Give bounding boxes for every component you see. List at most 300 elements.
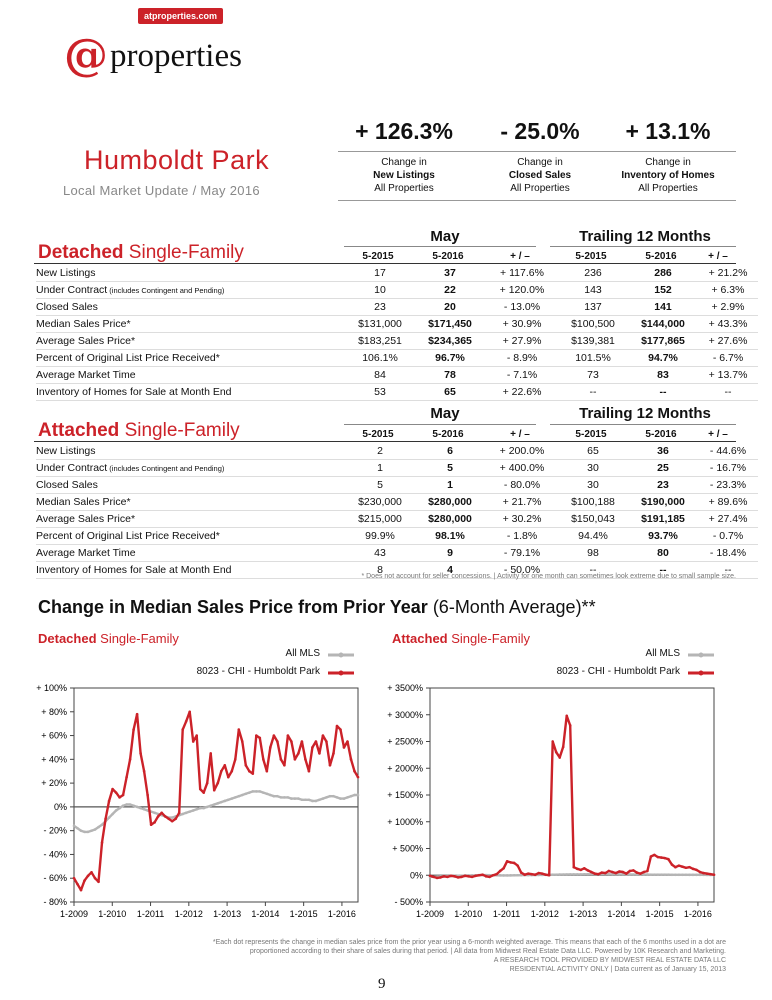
table-cell: 25 (657, 462, 669, 474)
data-point (586, 873, 589, 876)
table-cell: 5 (447, 462, 453, 474)
table-cell: - 16.7% (709, 462, 747, 474)
row-label (36, 350, 346, 367)
y-tick-label: - 80% (43, 897, 67, 907)
data-point (562, 873, 565, 876)
data-point (150, 823, 153, 826)
table-cell: - 6.7% (712, 352, 744, 364)
kpi-value: - 25.0% (500, 118, 580, 144)
data-point (174, 817, 177, 820)
data-point (678, 864, 681, 867)
table-cell: $191,185 (641, 513, 685, 525)
table-cell: 78 (444, 369, 456, 381)
data-point (315, 740, 318, 743)
data-point (283, 796, 286, 799)
data-point (555, 751, 558, 754)
data-point (646, 870, 649, 873)
col-header: + / – (510, 429, 530, 440)
table-cell: -- (589, 386, 597, 398)
kpi-caption-line: All Properties (510, 183, 570, 194)
col-header: 5-2016 (432, 251, 464, 262)
table-cell: 286 (654, 267, 672, 279)
data-point (252, 772, 255, 775)
x-tick-label: 1-2014 (607, 909, 636, 919)
data-point (216, 782, 219, 785)
row-label-text: Average Sales Price* (36, 513, 136, 525)
data-point (136, 806, 139, 809)
table-row (36, 494, 758, 511)
logo-wordmark: properties (110, 37, 242, 74)
data-point (681, 865, 684, 868)
kpi-inventory (608, 118, 728, 145)
data-point (143, 770, 146, 773)
data-point (446, 876, 449, 879)
data-point (657, 856, 660, 859)
data-point (213, 803, 216, 806)
row-label (36, 494, 346, 511)
data-point (273, 795, 276, 798)
data-point (209, 804, 212, 807)
data-point (523, 873, 526, 876)
data-point (287, 796, 290, 799)
table-cell: 17 (374, 267, 386, 279)
logo-at-symbol: @ (64, 30, 108, 81)
table-cell: - 8.9% (506, 352, 538, 364)
data-point (506, 860, 509, 863)
data-point (551, 740, 554, 743)
data-point (332, 752, 335, 755)
data-point (192, 740, 195, 743)
row-label-text: Average Market Time (36, 369, 136, 381)
table-cell: - 0.7% (712, 530, 744, 542)
data-point (269, 794, 272, 797)
data-point (227, 798, 230, 801)
data-point (706, 872, 709, 875)
table-cell: 36 (657, 445, 669, 457)
table-cell: + 43.3% (708, 318, 748, 330)
table-cell: $280,000 (428, 513, 472, 525)
data-point (671, 863, 674, 866)
data-point (202, 791, 205, 794)
data-point (692, 868, 695, 871)
data-point (216, 802, 219, 805)
attached-table (36, 443, 758, 579)
data-point (255, 790, 258, 793)
data-point (167, 817, 170, 820)
table-row (36, 333, 758, 350)
table-cell: 43 (374, 547, 386, 559)
data-point (653, 873, 656, 876)
table-row (36, 367, 758, 384)
table-cell: $131,000 (358, 318, 402, 330)
data-point (83, 879, 86, 882)
data-point (353, 770, 356, 773)
table-row (36, 545, 758, 562)
table-cell: - 50.0% (503, 564, 541, 576)
data-point (171, 816, 174, 819)
row-label-text: Percent of Original List Price Received* (36, 352, 220, 364)
y-tick-label: + 60% (41, 730, 67, 741)
col-header: 5-2016 (645, 251, 677, 262)
table-cell: 1 (377, 462, 383, 474)
table-cell: 96.7% (435, 352, 465, 364)
data-point (713, 873, 716, 876)
table-cell: 23 (657, 479, 669, 491)
data-point (332, 795, 335, 798)
data-point (513, 874, 516, 877)
data-point (576, 873, 579, 876)
data-point (565, 715, 568, 718)
kpi-caption-line: All Properties (638, 183, 698, 194)
note-line: proportioned according to their share of sales during that period. | All data from Midwest Real Estate Data LLC. Powered by 10K Research and Marketing. (249, 948, 726, 955)
table-cell: 1 (447, 479, 453, 491)
row-label (36, 316, 346, 333)
y-tick-label: - 60% (43, 873, 67, 884)
kpi-divider-top (338, 151, 736, 152)
data-point (629, 870, 632, 873)
table-cell: -- (659, 564, 667, 576)
table-row (36, 384, 758, 401)
data-point (301, 740, 304, 743)
data-point (143, 808, 146, 811)
data-point (297, 752, 300, 755)
data-point (101, 823, 104, 826)
data-point (111, 813, 114, 816)
table-cell: + 2.9% (711, 301, 745, 313)
table-cell: 236 (584, 267, 602, 279)
data-point (315, 800, 318, 803)
data-point (108, 800, 111, 803)
data-point (678, 873, 681, 876)
data-point (590, 871, 593, 874)
data-point (255, 734, 258, 737)
x-tick-label: 1-2015 (289, 909, 318, 919)
x-tick-label: 1-2009 (415, 909, 445, 919)
data-point (164, 815, 167, 818)
data-point (660, 856, 663, 859)
table-cell: + 400.0% (499, 462, 545, 474)
table-cell: 10 (374, 284, 386, 296)
row-label-text: Average Market Time (36, 547, 136, 559)
table-cell: + 117.6% (500, 267, 544, 279)
data-point (336, 725, 339, 728)
data-point (199, 788, 202, 791)
data-point (506, 874, 509, 877)
row-label (36, 384, 346, 401)
kpi-caption-line: Change in (517, 157, 563, 168)
data-point (202, 807, 205, 810)
data-point (329, 795, 332, 798)
data-point (527, 872, 530, 875)
data-point (597, 873, 600, 876)
table-cell: $100,188 (571, 496, 615, 508)
data-point (471, 876, 474, 879)
group-header-month: May (430, 405, 460, 422)
data-point (206, 806, 209, 809)
data-point (357, 794, 360, 797)
data-point (509, 874, 512, 877)
y-tick-label: + 2500% (387, 736, 423, 747)
data-point (308, 798, 311, 801)
page-number: 9 (378, 976, 386, 992)
table-cell: + 200.0% (499, 445, 545, 457)
col-header: + / – (510, 251, 530, 262)
data-point (311, 800, 314, 803)
data-point (220, 801, 223, 804)
row-label (36, 367, 346, 384)
note-line: A RESEARCH TOOL PROVIDED BY MIDWEST REAL ESTATE DATA LLC (493, 957, 726, 964)
data-point (80, 829, 83, 832)
data-point (639, 872, 642, 875)
data-point (241, 794, 244, 797)
data-point (583, 873, 586, 876)
table-cell: $144,000 (641, 318, 685, 330)
x-tick-label: 1-2013 (213, 909, 242, 919)
data-point (632, 873, 635, 876)
data-point (283, 764, 286, 767)
data-point (618, 873, 621, 876)
data-point (485, 875, 488, 878)
group-header-trailing: Trailing 12 Months (579, 405, 711, 422)
data-point (569, 873, 572, 876)
data-point (301, 798, 304, 801)
row-label-text: Closed Sales (36, 301, 98, 313)
col-header: 5-2015 (362, 429, 394, 440)
data-point (551, 873, 554, 876)
data-point (671, 873, 674, 876)
table-footnote: * Does not account for seller concessions. | Activity for one month can sometimes look extreme due to small sample size. (361, 573, 736, 580)
table-cell: 141 (654, 301, 672, 313)
y-tick-label: - 500% (394, 897, 423, 907)
legend-all-mls: All MLS (285, 648, 320, 659)
table-cell: 30 (587, 479, 599, 491)
col-header: + / – (708, 251, 728, 262)
table-cell: 84 (374, 369, 386, 381)
data-point (129, 803, 132, 806)
data-point (636, 871, 639, 874)
y-tick-label: + 80% (41, 706, 67, 717)
kpi-caption (470, 156, 610, 195)
table-cell: $100,500 (571, 318, 615, 330)
series-line (74, 791, 358, 832)
table-cell: - 44.6% (709, 445, 747, 457)
data-point (615, 872, 618, 875)
data-point (269, 746, 272, 749)
table-cell: 65 (587, 445, 599, 457)
data-point (650, 855, 653, 858)
table-cell: 53 (374, 386, 386, 398)
table-row (36, 316, 758, 333)
col-header: + / – (708, 429, 728, 440)
data-point (87, 875, 90, 878)
data-point (593, 872, 596, 875)
row-label-text: Inventory of Homes for Sale at Month End (36, 386, 232, 398)
x-tick-label: 1-2012 (174, 909, 203, 919)
table-cell: $215,000 (358, 513, 402, 525)
data-point (604, 872, 607, 875)
y-tick-label: + 500% (392, 843, 423, 854)
data-point (343, 746, 346, 749)
data-point (353, 794, 356, 797)
data-point (129, 758, 132, 761)
data-point (695, 869, 698, 872)
data-point (474, 874, 477, 877)
table-row (36, 460, 758, 477)
series-all-mls (73, 790, 360, 833)
kpi-caption-metric: New Listings (373, 170, 435, 181)
data-point (122, 794, 125, 797)
data-point (125, 803, 128, 806)
data-point (667, 873, 670, 876)
data-point (297, 797, 300, 800)
data-point (608, 870, 611, 873)
table-cell: - 80.0% (503, 479, 541, 491)
data-point (108, 816, 111, 819)
data-point (181, 728, 184, 731)
table-cell: $177,865 (641, 335, 685, 347)
row-label (36, 443, 346, 460)
legend-swatch-humboldt (686, 668, 716, 678)
y-tick-label: + 1500% (387, 790, 423, 800)
data-point (139, 752, 142, 755)
table-cell: -- (724, 564, 732, 576)
table-cell: + 89.6% (708, 496, 748, 508)
row-label (36, 477, 346, 494)
y-tick-label: + 3000% (387, 709, 423, 720)
table-row (36, 511, 758, 528)
data-point (206, 782, 209, 785)
table-cell: $139,381 (571, 335, 615, 347)
table-cell: - 1.8% (506, 530, 538, 542)
data-point (357, 776, 360, 779)
data-point (90, 829, 93, 832)
data-point (290, 797, 293, 800)
site-url-badge[interactable]: atproperties.com (138, 8, 223, 24)
data-point (467, 875, 470, 878)
table-cell: $234,365 (428, 335, 472, 347)
data-point (178, 812, 181, 815)
y-tick-label: 0% (53, 801, 67, 812)
table-cell: + 6.3% (711, 284, 745, 296)
data-point (674, 873, 677, 876)
data-point (318, 752, 321, 755)
data-point (136, 713, 139, 716)
data-point (562, 746, 565, 749)
data-point (499, 874, 502, 877)
data-point (460, 876, 463, 879)
table-row (36, 299, 758, 316)
table-row (36, 282, 758, 299)
data-point (111, 788, 114, 791)
data-point (657, 873, 660, 876)
table-top-rule (34, 263, 736, 264)
table-cell: - 13.0% (503, 301, 541, 313)
data-point (209, 752, 212, 755)
data-point (709, 873, 712, 876)
chart-attached-title: Attached Single-Family (392, 631, 530, 646)
data-point (699, 874, 702, 877)
data-point (572, 866, 575, 869)
data-point (513, 862, 516, 865)
data-point (280, 758, 283, 761)
data-point (237, 795, 240, 798)
data-point (572, 873, 575, 876)
row-label (36, 511, 346, 528)
col-header: 5-2016 (645, 429, 677, 440)
row-label-text: Under Contract (36, 462, 108, 474)
kpi-value: + 126.3% (355, 118, 453, 144)
table-cell: 93.7% (648, 530, 678, 542)
legend-humboldt: 8023 - CHI - Humboldt Park (556, 666, 680, 677)
data-point (457, 876, 460, 879)
data-point (192, 809, 195, 812)
data-point (601, 871, 604, 874)
table-cell: + 21.7% (502, 496, 542, 508)
row-label-note: (includes Contingent and Pending) (107, 464, 225, 473)
data-point (481, 873, 484, 876)
data-point (311, 746, 314, 749)
data-point (608, 873, 611, 876)
x-tick-label: 1-2010 (98, 909, 127, 919)
legend-swatch-all-mls (326, 650, 356, 660)
data-point (699, 871, 702, 874)
data-point (259, 790, 262, 793)
table-top-rule (34, 441, 736, 442)
data-point (509, 861, 512, 864)
table-cell: 101.5% (575, 352, 611, 364)
kpi-caption-line: Change in (645, 157, 691, 168)
x-tick-label: 1-2009 (59, 909, 89, 919)
col-header: 5-2015 (362, 251, 394, 262)
table-row (36, 477, 758, 494)
data-point (139, 807, 142, 810)
data-point (339, 728, 342, 731)
group-header-month: May (430, 228, 460, 245)
row-label-note: (includes Contingent and Pending) (107, 286, 225, 295)
table-cell: - 18.4% (709, 547, 747, 559)
table-cell: $190,000 (641, 496, 685, 508)
table-row (36, 443, 758, 460)
table-cell: 37 (444, 267, 456, 279)
kpi-value: + 13.1% (625, 118, 711, 144)
data-point (583, 867, 586, 870)
data-point (625, 872, 628, 875)
row-label (36, 265, 346, 282)
row-label-text: Average Sales Price* (36, 335, 136, 347)
table-cell: 152 (654, 284, 672, 296)
data-point (185, 720, 188, 723)
data-point (629, 873, 632, 876)
attached-title: Attached Single-Family (38, 420, 240, 441)
data-point (230, 770, 233, 773)
data-point (101, 841, 104, 844)
data-point (339, 797, 342, 800)
data-point (259, 737, 262, 740)
data-point (276, 795, 279, 798)
data-point (73, 877, 76, 880)
data-point (653, 854, 656, 857)
data-point (287, 734, 290, 737)
row-label-text: Median Sales Price* (36, 318, 131, 330)
data-point (94, 877, 97, 880)
x-tick-label: 1-2014 (251, 909, 280, 919)
data-point (453, 875, 456, 878)
data-point (294, 797, 297, 800)
data-point (230, 797, 233, 800)
data-point (322, 734, 325, 737)
table-cell: $150,043 (571, 513, 615, 525)
data-point (688, 866, 691, 869)
